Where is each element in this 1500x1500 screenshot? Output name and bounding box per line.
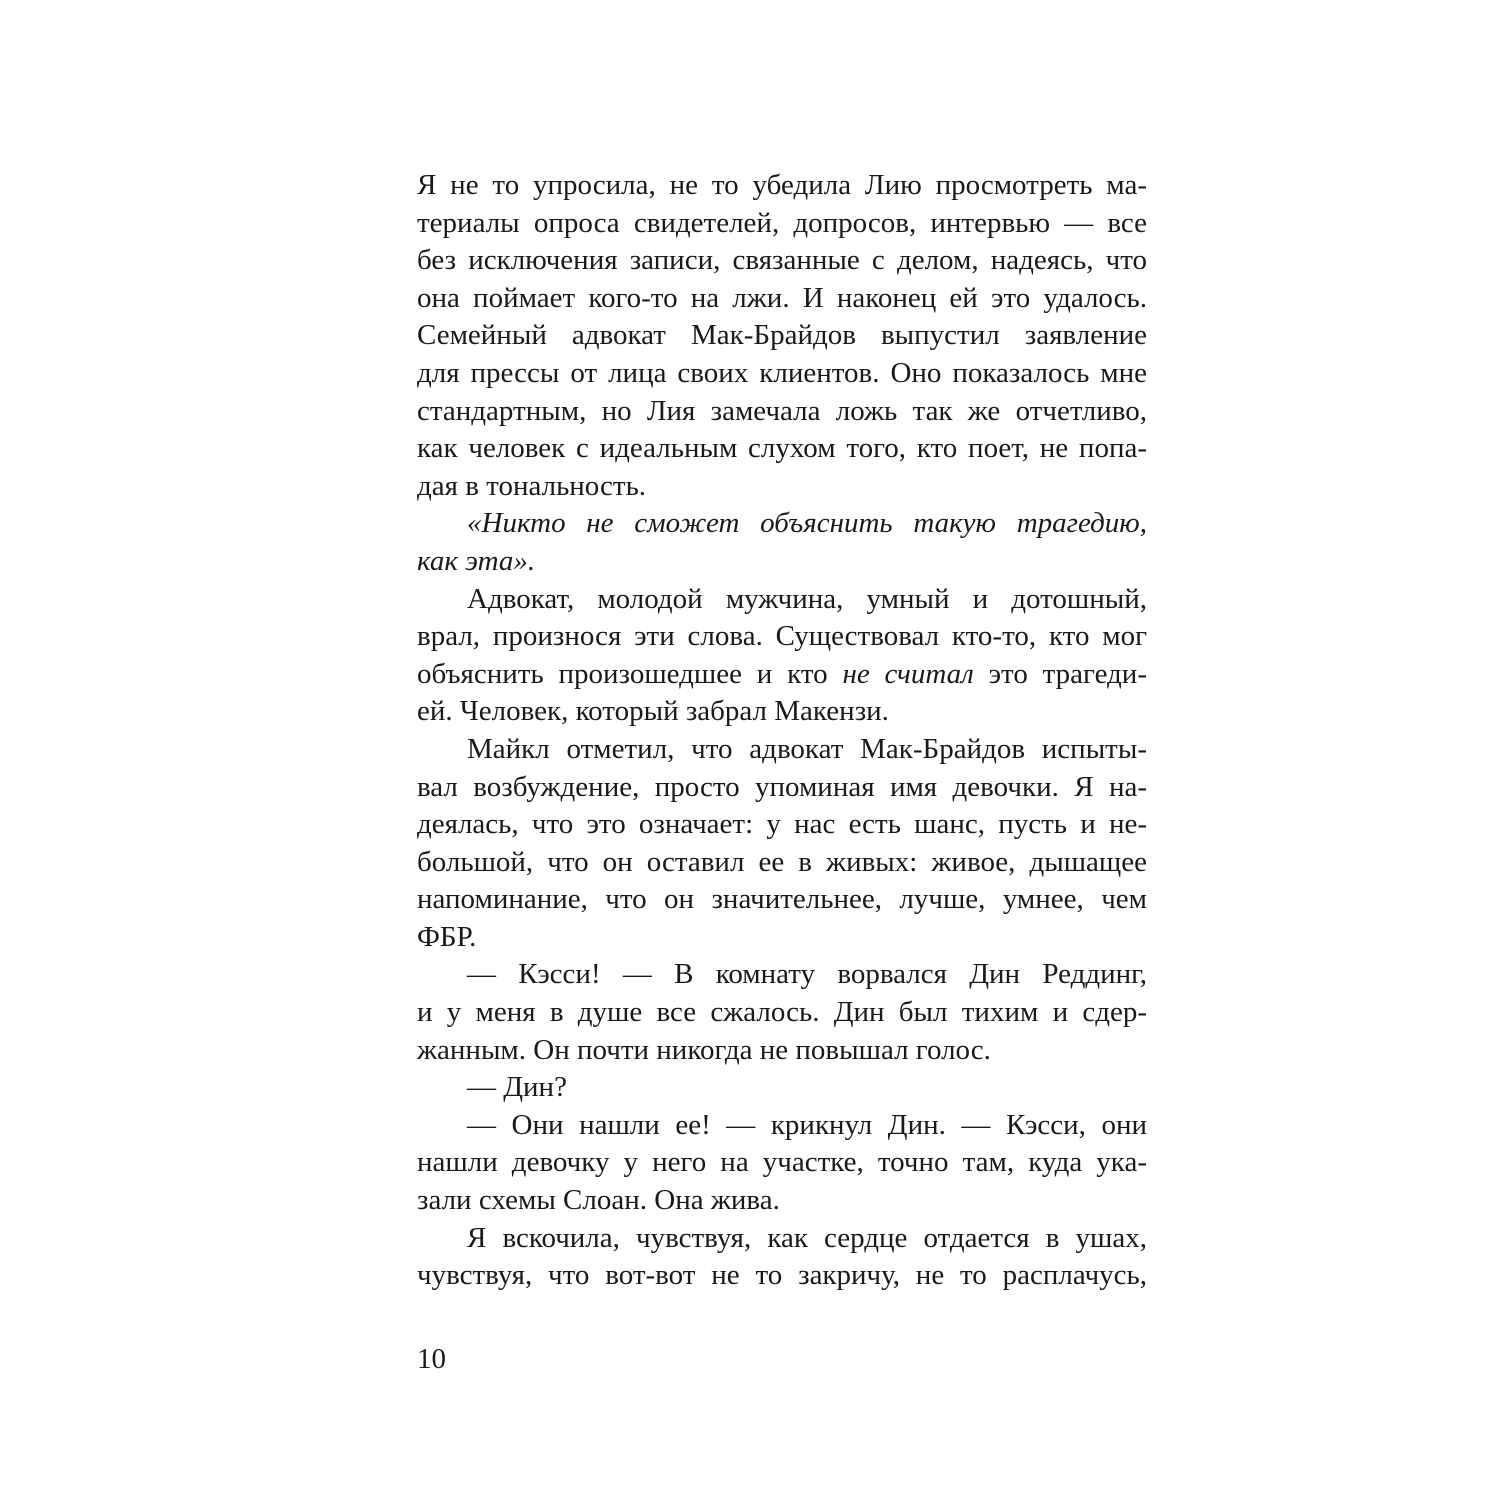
text-line: Майкл отметил, что адвокат Мак-Брайдов испыты-: [467, 732, 1147, 765]
text-line: териалы опроса свидетелей, допросов, интервью — все: [417, 206, 1147, 239]
text-line: деялась, что это означает: у нас есть шанс, пусть и не-: [417, 808, 1147, 841]
text-line: стандартным, но Лия замечала ложь так же отчетливо,: [417, 394, 1147, 427]
text-line-with-emphasis: [417, 656, 1147, 694]
text-line: для прессы от лица своих клиентов. Оно показалось мне: [417, 356, 1147, 389]
quote-line: «Никто не сможет объяснить такую трагедию,: [467, 507, 1147, 540]
text-line: дая в тональность.: [417, 469, 647, 502]
text-line: жанным. Он почти никогда не повышал голос.: [417, 1033, 991, 1066]
quote-line: как эта».: [417, 544, 536, 577]
text-line: ФБР.: [417, 920, 477, 953]
text-line: Семейный адвокат Мак-Брайдов выпустил заявление: [417, 319, 1147, 352]
dialogue-line: — Дин?: [467, 1071, 567, 1104]
text-line: нашли девочку у него на участке, точно там, куда ука-: [417, 1146, 1147, 1179]
text-line: Я не то упросила, не то убедила Лию просмотреть ма-: [417, 169, 1147, 201]
text-line: врал, произнося эти слова. Существовал кто-то, кто мог: [417, 620, 1147, 653]
text-line: напоминание, что он значительнее, лучше, умнее, чем: [417, 883, 1147, 916]
text-line: Я вскочила, чувствуя, как сердце отдается в ушах,: [467, 1221, 1147, 1254]
dialogue-line: — Они нашли ее! — крикнул Дин. — Кэсси, они: [467, 1108, 1147, 1141]
text-line: и у меня в душе все сжалось. Дин был тихим и сдер-: [417, 996, 1147, 1029]
text-line: ей. Человек, который забрал Макензи.: [417, 695, 889, 728]
book-page-body: [417, 167, 1147, 1295]
text-line: без исключения записи, связанные с делом, надеясь, что: [417, 244, 1147, 277]
text-line: чувствуя, что вот-вот не то закричу, не то расплачусь,: [417, 1259, 1147, 1292]
page-number: 10: [417, 1343, 446, 1375]
text-line: как человек с идеальным слухом того, кто поет, не попа-: [417, 432, 1147, 465]
emphasis-text: не считал: [842, 657, 974, 690]
text-fragment: объяснить произошедшее и кто: [417, 657, 843, 690]
text-line: зали схемы Слоан. Она жива.: [417, 1184, 780, 1217]
text-line: она поймает кого-то на лжи. И наконец ей это удалось.: [417, 281, 1147, 314]
text-fragment: это трагеди-: [973, 657, 1147, 690]
text-line: вал возбуждение, просто упоминая имя девочки. Я на-: [417, 770, 1147, 803]
text-line: большой, что он оставил ее в живых: живое, дышащее: [417, 845, 1147, 878]
text-line: Адвокат, молодой мужчина, умный и дотошный,: [467, 582, 1147, 615]
dialogue-line: — Кэсси! — В комнату ворвался Дин Реддинг,: [467, 958, 1147, 991]
